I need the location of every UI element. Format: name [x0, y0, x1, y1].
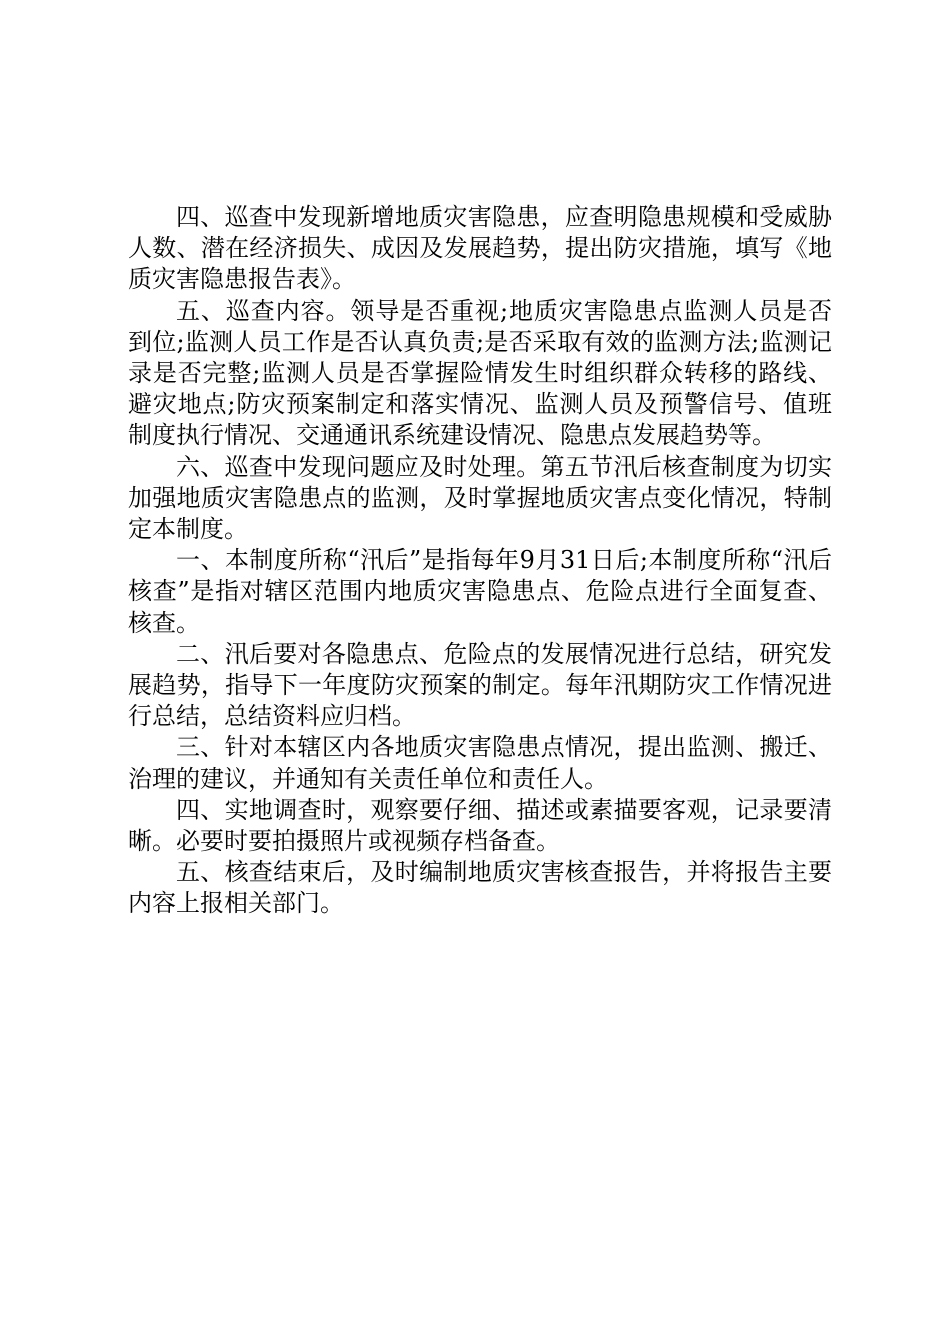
document-body — [128, 202, 832, 920]
paragraph-recommendations: 三、针对本辖区内各地质灾害隐患点情况，提出监测、搬迁、治理的建议，并通知有关责任单位和责任人。 — [128, 733, 832, 793]
paragraph-post-flood-definition: 一、本制度所称“汛后”是指每年9月31日后;本制度所称“汛后核查”是指对辖区范围内地质灾害隐患点、危险点进行全面复查、核查。 — [128, 546, 832, 637]
paragraph-field-survey: 四、实地调查时，观察要仔细、描述或素描要客观，记录要清晰。必要时要拍摄照片或视频存档备查。 — [128, 795, 832, 856]
paragraph-patrol-new-hazards: 四、巡查中发现新增地质灾害隐患，应查明隐患规模和受威胁人数、潜在经济损失、成因及发展趋势，提出防灾措施，填写《地质灾害隐患报告表》。 — [128, 203, 832, 294]
paragraph-patrol-contents: 五、巡查内容。领导是否重视;地质灾害隐患点监测人员是否到位;监测人员工作是否认真负责;是否采取有效的监测方法;监测记录是否完整;监测人员是否掌握险情发生时组织群众转移的路线、避灾地点;防灾预案制定和落实情况、监测人员及预警信号、值班制度执行情况、交通通讯系统建设情况、隐患点发展趋势等。 — [128, 296, 832, 450]
paragraph-post-flood-summary: 二、汛后要对各隐患点、危险点的发展情况进行总结，研究发展趋势，指导下一年度防灾预案的制定。每年汛期防灾工作情况进行总结，总结资料应归档。 — [128, 639, 832, 731]
paragraph-patrol-handling: 六、巡查中发现问题应及时处理。第五节汛后核查制度为切实加强地质灾害隐患点的监测，及时掌握地质灾害点变化情况，特制定本制度。 — [128, 452, 832, 544]
paragraph-report: 五、核查结束后，及时编制地质灾害核查报告，并将报告主要内容上报相关部门。 — [128, 858, 832, 918]
